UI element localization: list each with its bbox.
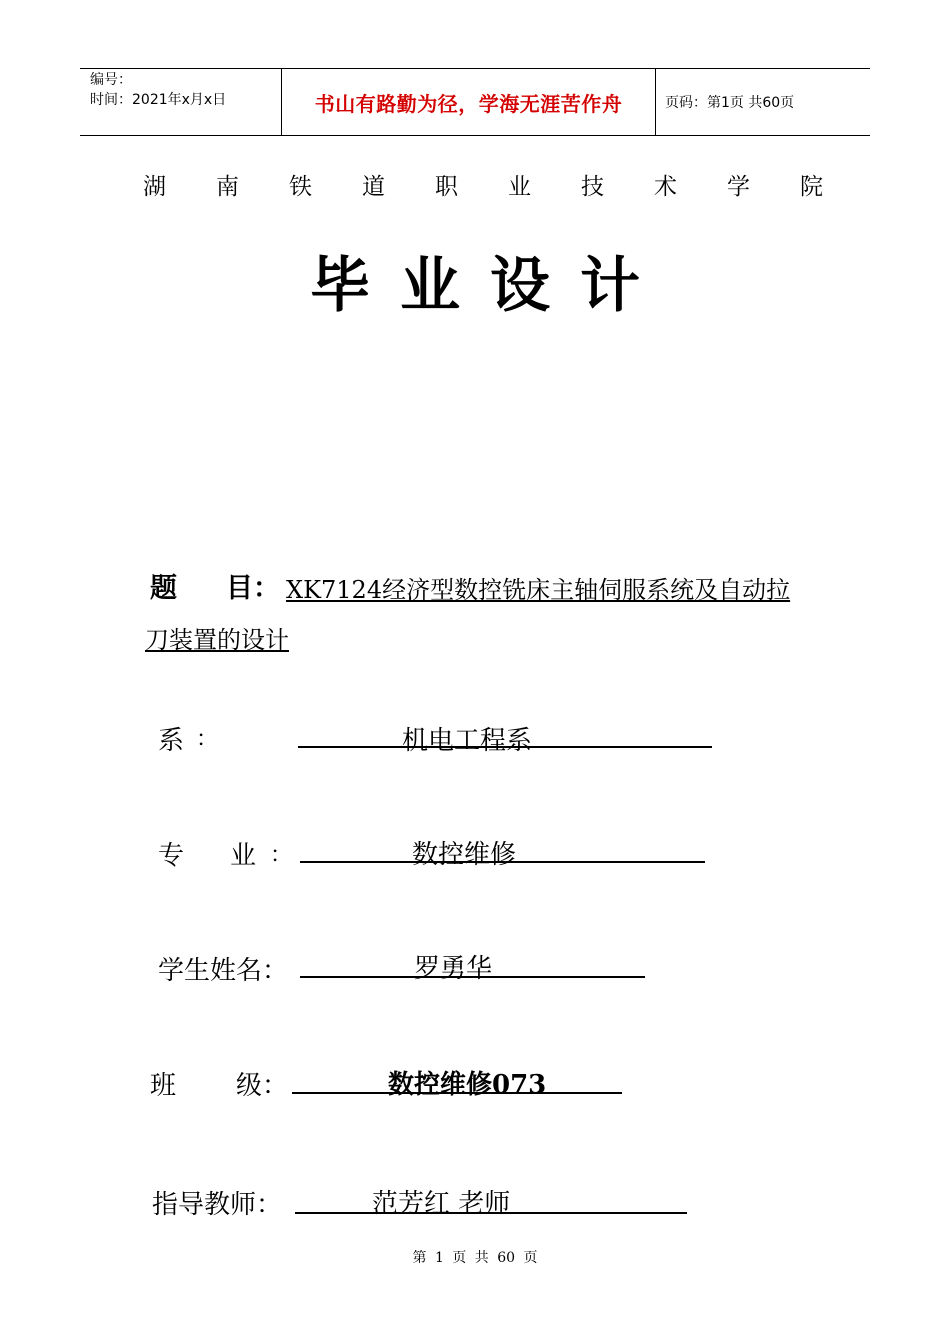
dept-label-1: 系 <box>158 726 185 756</box>
school-char: 南 <box>216 174 239 200</box>
school-char: 道 <box>362 174 385 200</box>
header-motto: 书山有路勤为径，学海无涯苦作舟 <box>314 92 623 116</box>
advisor-label: 指导教师： <box>152 1190 283 1220</box>
major-label-2: 业 <box>230 841 257 871</box>
school-name <box>143 168 823 201</box>
school-char: 学 <box>727 174 750 200</box>
school-char: 技 <box>581 174 604 200</box>
topic-text-line-2: 刀装置的设计 <box>145 626 289 654</box>
advisor-value: 范芳红 老师 <box>372 1189 511 1219</box>
topic-label-2: 目： <box>226 573 280 604</box>
class-value: 数控维修073 <box>388 1070 547 1100</box>
page-footer: 第 1 页 共 60 页 <box>412 1250 538 1266</box>
header-number: 编号： <box>90 72 132 88</box>
major-label-1: 专 <box>158 841 185 871</box>
school-char: 铁 <box>289 174 312 200</box>
student-value: 罗勇华 <box>414 954 493 984</box>
topic-text-line-1: XK7124经济型数控铣床主轴伺服系统及自动拉 <box>286 576 791 604</box>
school-char: 职 <box>435 174 458 200</box>
header-top-border <box>80 68 870 69</box>
dept-label-2: ： <box>196 727 219 752</box>
school-char: 院 <box>800 174 823 200</box>
header-divider-2 <box>655 68 656 136</box>
student-label: 学生姓名： <box>158 956 289 986</box>
school-char: 湖 <box>143 174 166 200</box>
major-value: 数控维修 <box>412 840 517 870</box>
class-label-1: 班 <box>150 1071 177 1101</box>
class-label-2: 级： <box>236 1071 289 1101</box>
header-bottom-border <box>80 135 870 136</box>
school-char: 术 <box>654 174 677 200</box>
header-meta <box>90 70 226 110</box>
major-label-3: ： <box>270 843 293 868</box>
header-time: 时间：2021年x月x日 <box>90 92 227 108</box>
dept-value: 机电工程系 <box>402 726 533 756</box>
school-char: 业 <box>508 174 531 200</box>
document-title: 毕业设计 <box>310 251 670 321</box>
topic-label-1: 题 <box>150 573 177 604</box>
header-page-info: 页码：第1页 共60页 <box>665 95 795 111</box>
